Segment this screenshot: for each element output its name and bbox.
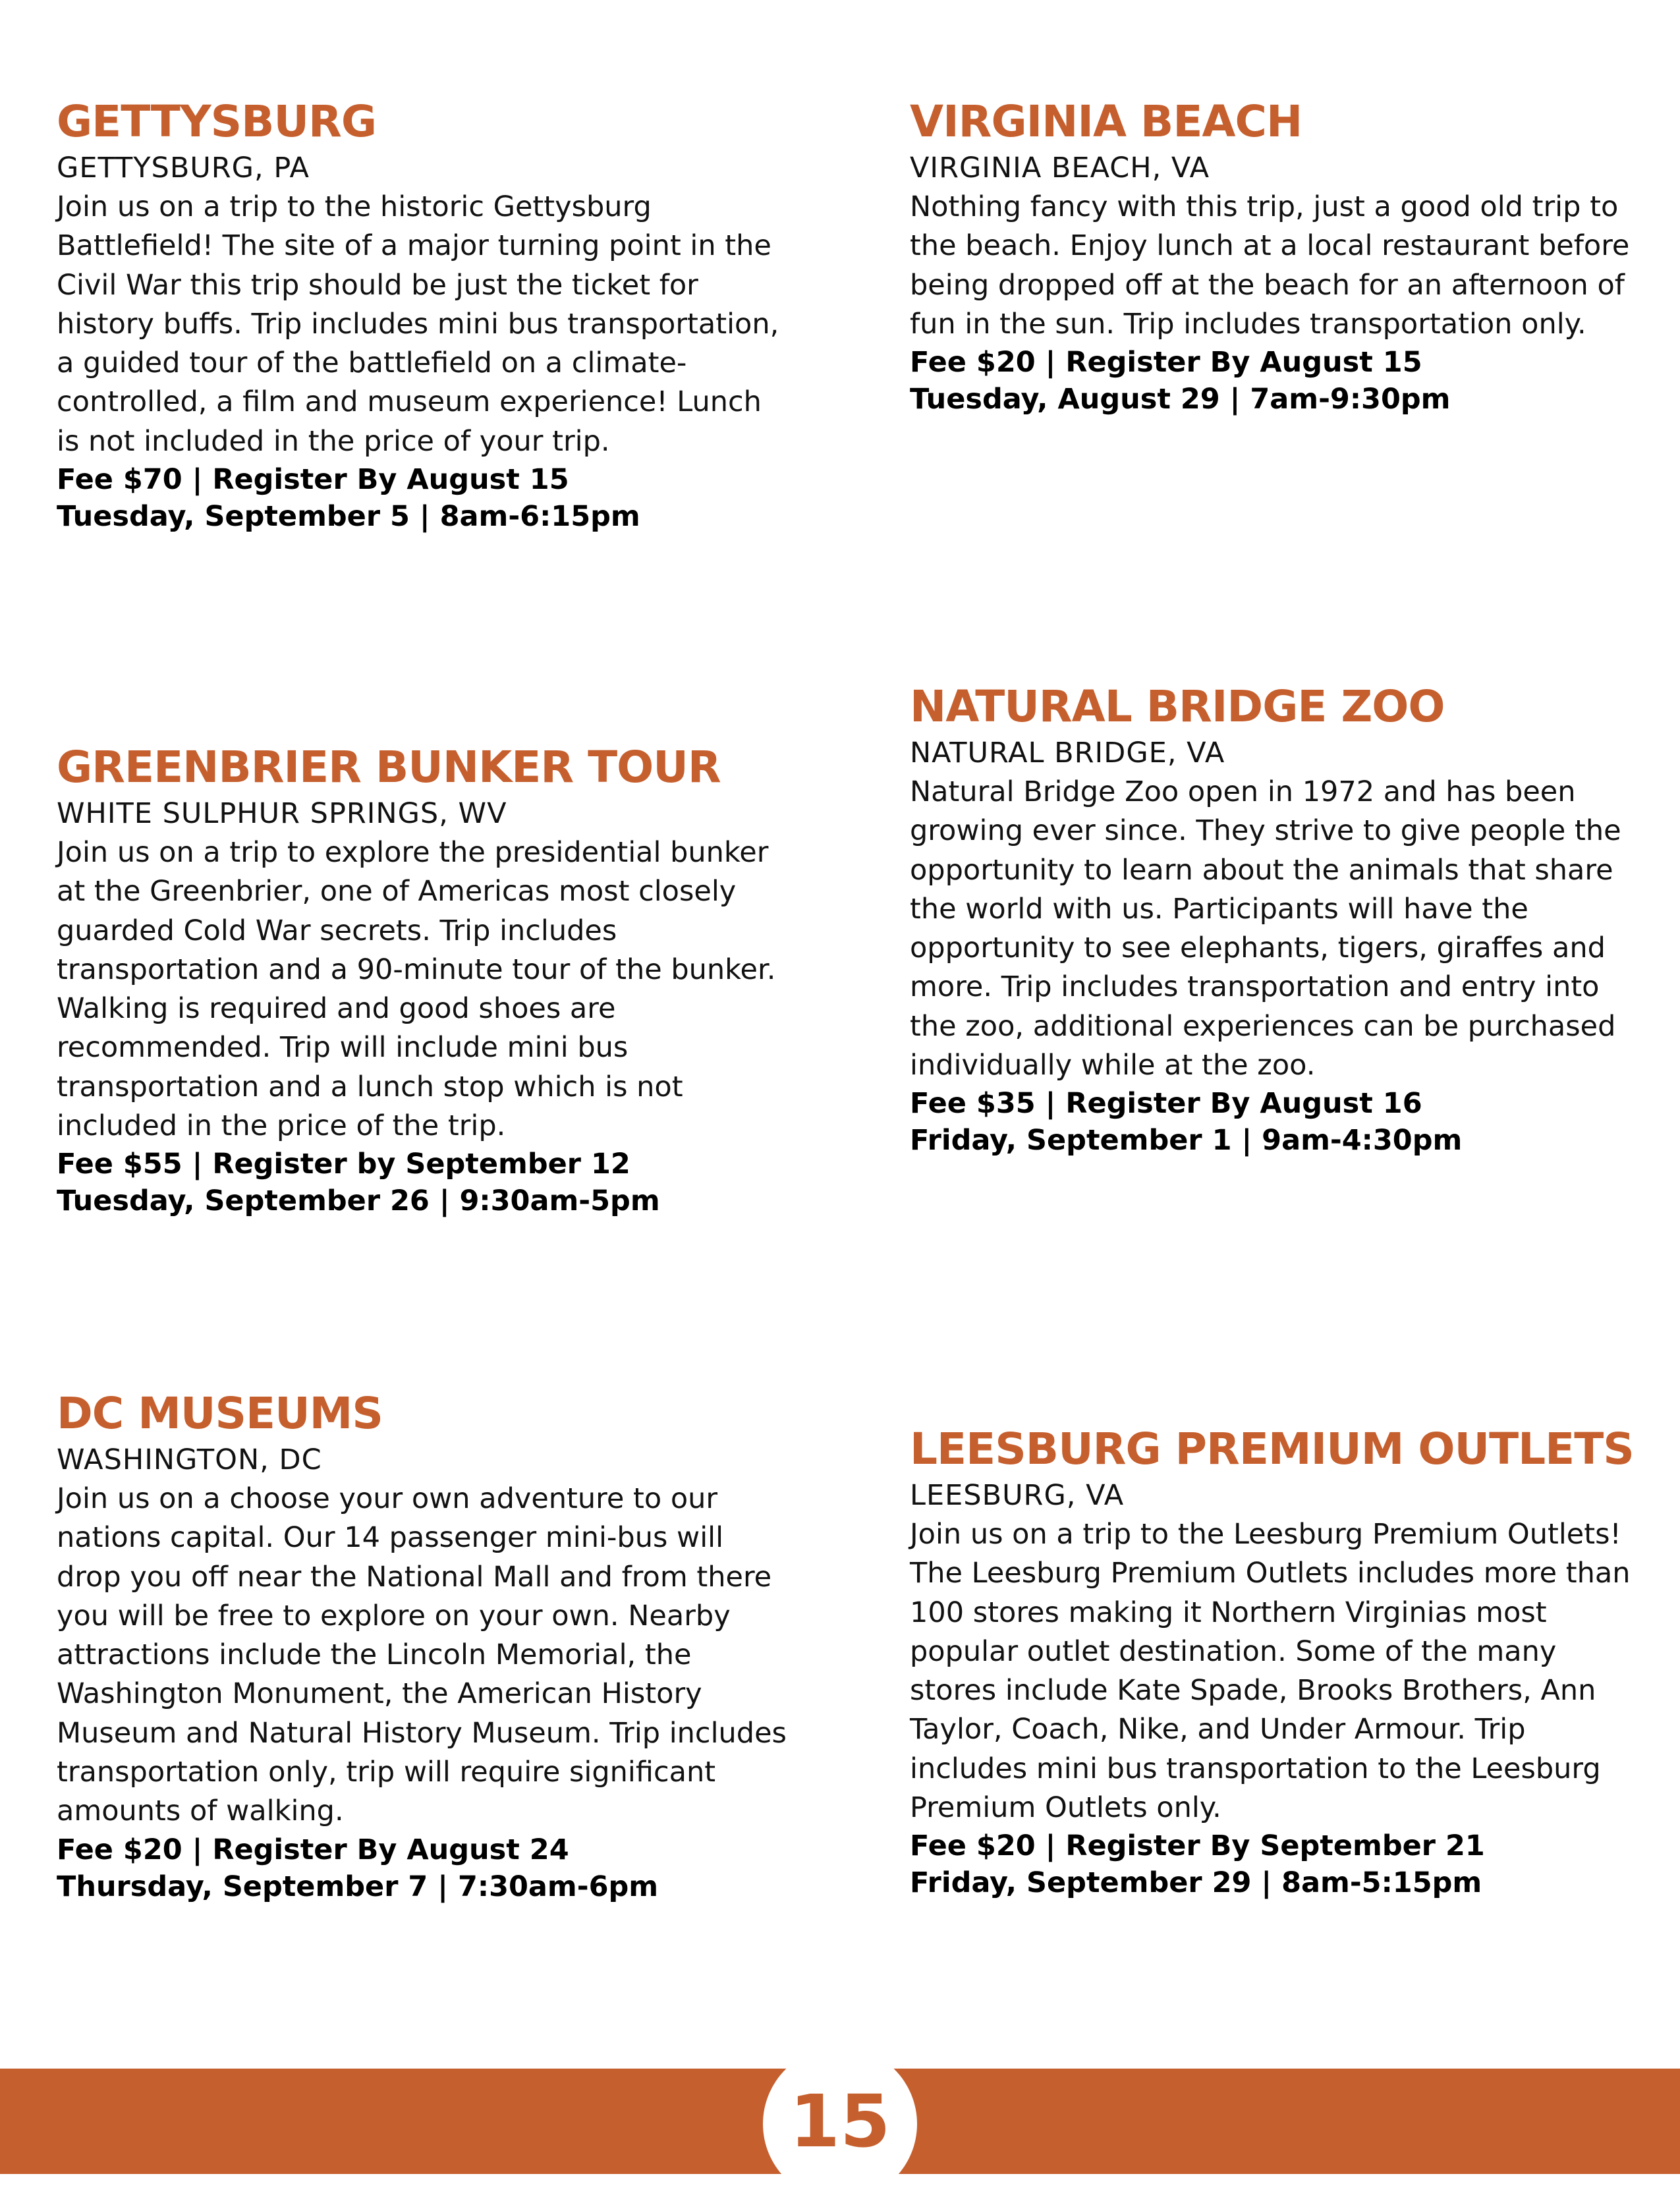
trip-location: VIRGINIA BEACH, VA	[910, 152, 1210, 184]
trip-date: Tuesday, September 26 | 9:30am-5pm	[57, 1184, 660, 1218]
trip-description: Join us on a trip to the Leesburg Premium Outlets! The Leesburg Premium Outlets includes more than 100 stores making it Northern Virginias most popular outlet destination. Some of the many stores include Kate Spade, Brooks Brothers, Ann Taylor, Coach, Nike, and Under Armour. Trip includes mini bus transportation to the Leesburg Premium Outlets only.	[910, 1518, 1631, 1825]
trip-description: Join us on a choose your own adventure to our nations capital. Our 14 passenger mini-bus will drop you off near the National Mall and from there you will be free to explore on your own. Nearby attractions include the Lincoln Memorial, the Washington Monument, the American History Museum and Natural History Museum. Trip includes transportation only, trip will require significant amounts of walking.	[57, 1482, 787, 1828]
trip-fee: Fee $35 | Register By August 16	[910, 1087, 1422, 1121]
trip-fee: Fee $55 | Register by September 12	[57, 1148, 630, 1181]
trip-description: Join us on a trip to the historic Gettysburg Battlefield! The site of a major turning point in the Civil War this trip should be just the ticket for history buffs. Trip includes mini bus transportation, a guided tour of the battlefield on a climate-controlled, a film and museum experience! Lunch is not included in the price of your trip.	[57, 190, 779, 458]
trip-location: LEESBURG, VA	[910, 1479, 1125, 1512]
trip-virginia-beach	[910, 96, 1641, 418]
trip-title: GREENBRIER BUNKER TOUR	[57, 742, 721, 793]
trip-description: Nothing fancy with this trip, just a good old trip to the beach. Enjoy lunch at a local restaurant before being dropped off at the beach for an afternoon of fun in the sun. Trip includes transportation only.	[910, 190, 1630, 341]
trip-location: NATURAL BRIDGE, VA	[910, 737, 1225, 769]
trip-date: Tuesday, August 29 | 7am-9:30pm	[910, 383, 1451, 416]
trip-description: Join us on a trip to explore the presidential bunker at the Greenbrier, one of Americas most closely guarded Cold War secrets. Trip includes transportation and a 90-minute tour of the bunker. Walking is required and good shoes are recommended. Trip will include mini bus transportation and a lunch stop which is not included in the price of the trip.	[57, 836, 776, 1143]
trip-gettysburg	[57, 96, 788, 535]
trip-title: NATURAL BRIDGE ZOO	[910, 681, 1445, 732]
trip-fee: Fee $70 | Register By August 15	[57, 463, 569, 497]
trip-title: VIRGINIA BEACH	[910, 96, 1302, 147]
trip-title: DC MUSEUMS	[57, 1388, 383, 1439]
trip-date: Friday, September 1 | 9am-4:30pm	[910, 1124, 1463, 1157]
trip-location: WHITE SULPHUR SPRINGS, WV	[57, 797, 507, 830]
trip-leesburg-premium-outlets	[910, 1423, 1641, 1901]
trip-natural-bridge-zoo	[910, 681, 1641, 1159]
trip-date: Thursday, September 7 | 7:30am-6pm	[57, 1870, 659, 1903]
page-number: 15	[789, 2079, 891, 2163]
trip-date: Tuesday, September 5 | 8am-6:15pm	[57, 500, 640, 534]
trip-description: Natural Bridge Zoo open in 1972 and has been growing ever since. They strive to give people the opportunity to learn about the animals that share the world with us. Participants will have the opportunity to see elephants, tigers, giraffes and more. Trip includes transportation and entry into the zoo, additional experiences can be purchased individually while at the zoo.	[910, 775, 1621, 1082]
trip-fee: Fee $20 | Register By August 15	[910, 346, 1422, 379]
trip-location: WASHINGTON, DC	[57, 1443, 322, 1476]
trip-greenbrier-bunker-tour	[57, 741, 788, 1219]
trip-title: LEESBURG PREMIUM OUTLETS	[910, 1424, 1634, 1474]
trip-title: GETTYSBURG	[57, 96, 377, 147]
trip-date: Friday, September 29 | 8am-5:15pm	[910, 1866, 1482, 1900]
trip-location: GETTYSBURG, PA	[57, 152, 310, 184]
trip-fee: Fee $20 | Register By August 24	[57, 1833, 569, 1866]
trip-dc-museums	[57, 1387, 788, 1905]
trip-fee: Fee $20 | Register By September 21	[910, 1829, 1485, 1863]
